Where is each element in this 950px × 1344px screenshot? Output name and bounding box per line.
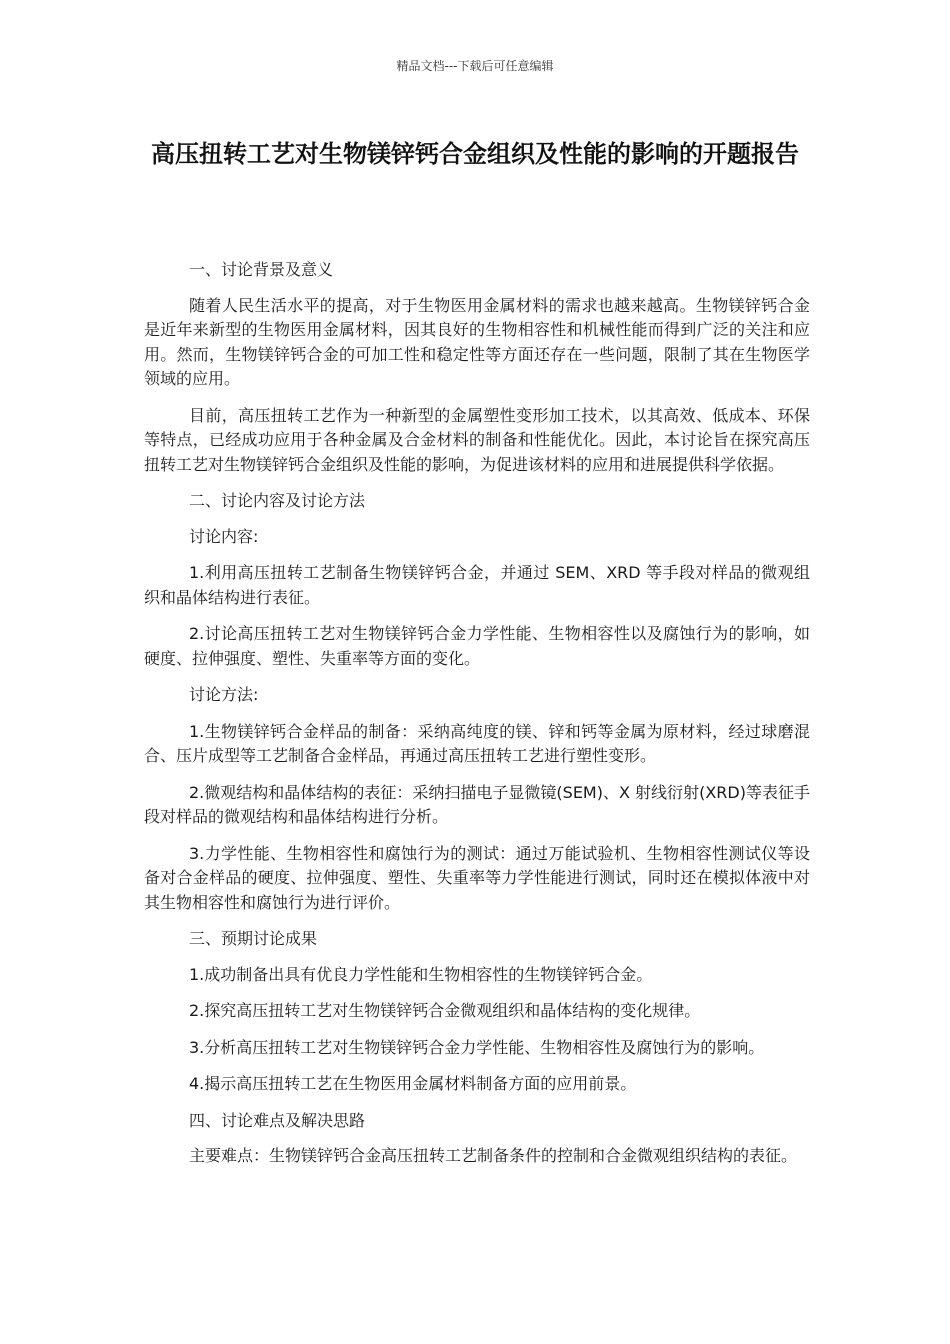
subheading-method: 讨论方法: [189, 685, 259, 704]
difficulty-paragraph: 主要难点：生物镁锌钙合金高压扭转工艺制备条件的控制和合金微观组织结构的表征。 [189, 1146, 798, 1165]
section-heading-content-method: 二、讨论内容及讨论方法 [189, 491, 366, 510]
result-item-2: 2.探究高压扭转工艺对生物镁锌钙合金微观组织和晶体结构的变化规律。 [189, 1001, 701, 1020]
subheading-content: 讨论内容: [189, 526, 259, 546]
content-item-2: 2.讨论高压扭转工艺对生物镁锌钙合金力学性能、生物相容性以及腐蚀行为的影响，如硬度、拉伸强度、塑性、失重率等方面的变化。 [144, 624, 810, 668]
result-item-3: 3.分析高压扭转工艺对生物镁锌钙合金力学性能、生物相容性及腐蚀行为的影响。 [189, 1037, 765, 1057]
result-item-4: 4.揭示高压扭转工艺在生物医用金属材料制备方面的应用前景。 [189, 1074, 637, 1093]
header-note: 精品文档---下载后可任意编辑 [396, 59, 554, 73]
paragraph-background-2: 目前，高压扭转工艺作为一种新型的金属塑性变形加工技术，以其高效、低成本、环保等特点，已经成功应用于各种金属及合金材料的制备和性能优化。因此，本讨论旨在探究高压扭转工艺对生物镁锌钙合金组织及性能的影响，为促进该材料的应用和进展提供科学依据。 [144, 405, 810, 474]
method-item-3: 3.力学性能、生物相容性和腐蚀行为的测试：通过万能试验机、生物相容性测试仪等设备对合金样品的硬度、拉伸强度、塑性、失重率等力学性能进行测试，同时还在模拟体液中对其生物相容性和腐蚀行为进行评价。 [144, 843, 810, 912]
section-heading-expected-results: 三、预期讨论成果 [189, 929, 318, 948]
method-item-1: 1.生物镁锌钙合金样品的制备：采纳高纯度的镁、锌和钙等金属为原材料，经过球磨混合、压片成型等工艺制备合金样品，再通过高压扭转工艺进行塑性变形。 [144, 721, 810, 765]
section-heading-difficulties: 四、讨论难点及解决思路 [189, 1110, 366, 1130]
paragraph-background-1: 随着人民生活水平的提高，对于生物医用金属材料的需求也越来越高。生物镁锌钙合金是近年来新型的生物医用金属材料，因其良好的生物相容性和机械性能而得到广泛的关注和应用。然而，生物镁锌钙合金的可加工性和稳定性等方面还存在一些问题，限制了其在生物医学领域的应用。 [144, 295, 810, 388]
document-title: 高压扭转工艺对生物镁锌钙合金组织及性能的影响的开题报告 [151, 140, 799, 168]
content-item-1: 1.利用高压扭转工艺制备生物镁锌钙合金，并通过 SEM、XRD 等手段对样品的微观组织和晶体结构进行表征。 [144, 563, 810, 607]
method-item-2: 2.微观结构和晶体结构的表征：采纳扫描电子显微镜(SEM)、X 射线衍射(XRD)等表征手段对样品的微观结构和晶体结构进行分析。 [144, 782, 810, 826]
section-heading-background: 一、讨论背景及意义 [189, 260, 334, 279]
result-item-1: 1.成功制备出具有优良力学性能和生物相容性的生物镁锌钙合金。 [189, 964, 653, 984]
document-body [144, 258, 810, 1181]
